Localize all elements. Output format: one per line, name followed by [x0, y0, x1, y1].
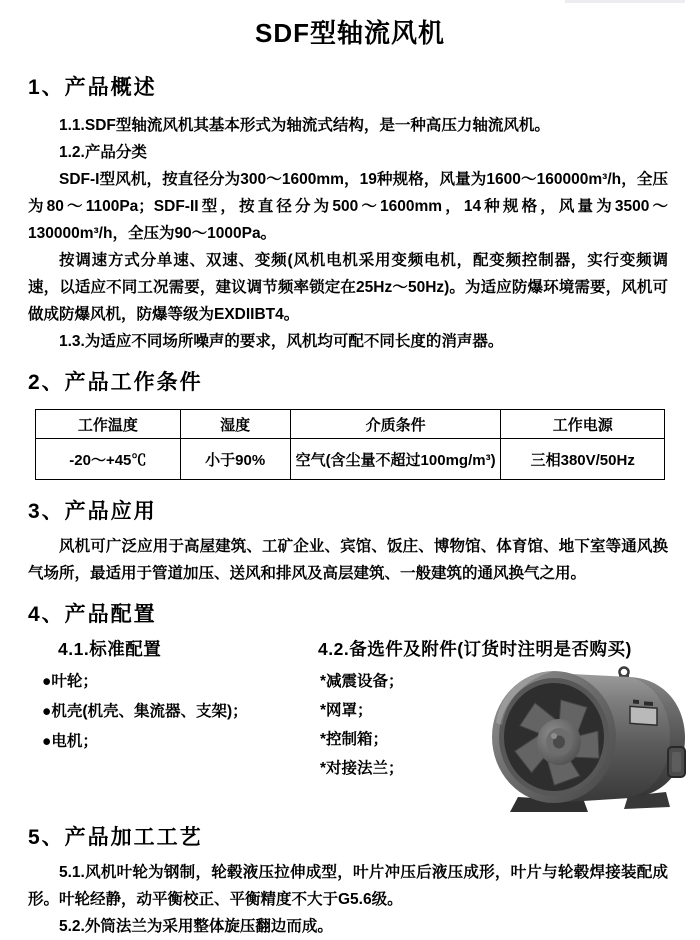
standard-config-heading: 4.1.标准配置 [58, 639, 162, 659]
fan-product-image [482, 663, 692, 815]
para-application: 风机可广泛应用于高屋建筑、工矿企业、宾馆、饭庄、博物馆、体育馆、地下室等通风换气场所，最适用于管道加压、送风和排风及高层建筑、一般建筑的通风换气之用。 [28, 538, 668, 582]
table-header-power: 工作电源 [501, 410, 665, 439]
standard-config-list [42, 667, 318, 757]
section-2-heading: 2、产品工作条件 [28, 371, 203, 394]
list-item: *控制箱； [320, 731, 389, 748]
optional-config-heading: 4.2.备选件及附件(订货时注明是否购买) [318, 639, 632, 659]
section-configuration [28, 602, 668, 777]
list-item: ●电机； [42, 733, 98, 750]
para-5-1: 5.1.风机叶轮为钢制，轮毂液压拉伸成型，叶片冲压后液压成形，叶片与轮毂焊接装配成形。叶轮经静，动平衡校正、平衡精度不大于G5.6级。 [28, 864, 668, 908]
standard-config-column [28, 637, 318, 757]
para-5-2: 5.2.外筒法兰为采用整体旋压翻边而成。 [59, 918, 333, 935]
table-header-medium: 介质条件 [290, 410, 501, 439]
section-3-heading: 3、产品应用 [28, 500, 157, 523]
document-body [0, 75, 700, 940]
page-edge-artifact [565, 0, 685, 3]
section-5-heading: 5、产品加工工艺 [28, 826, 203, 849]
para-classification: SDF-I型风机，按直径分为300～1600mm，19种规格，风量为1600～160000m³/h，全压为80～1100Pa；SDF-II型，按直径分为500～1600mm，14种规格，风量为3500～130000m³/h，全压为90～1000Pa。 [28, 171, 668, 242]
section-1-heading: 1、产品概述 [28, 76, 157, 99]
para-1-1: 1.1.SDF型轴流风机其基本形式为轴流式结构，是一种高压力轴流风机。 [59, 117, 550, 134]
table-cell-medium: 空气(含尘量不超过100mg/m³) [290, 439, 501, 480]
configuration-columns [28, 637, 668, 777]
para-speed-control: 按调速方式分单速、双速、变频(风机电机采用变频电机，配变频控制器，实行变频调速，以适应不同工况需要，建议调节频率锁定在25Hz～50Hz)。为适应防爆环境需要，风机可做成防爆风机，防爆等级为EXDIIBT4。 [28, 252, 668, 323]
working-conditions-table [35, 409, 665, 480]
list-item: *对接法兰； [320, 760, 404, 777]
table-cell-humidity: 小于90% [180, 439, 290, 480]
list-item: ●机壳(机壳、集流器、支架)； [42, 703, 248, 720]
section-product-overview [28, 75, 668, 355]
table-cell-temperature: -20～+45℃ [36, 439, 181, 480]
document-title: SDF型轴流风机 [254, 18, 445, 48]
section-process [28, 825, 668, 940]
section-4-heading: 4、产品配置 [28, 603, 157, 626]
list-item: *网罩； [320, 702, 373, 719]
para-1-2-subheading: 1.2.产品分类 [59, 144, 147, 161]
section-working-conditions [28, 370, 668, 480]
section-application [28, 499, 668, 587]
list-item: *减震设备； [320, 673, 404, 690]
list-item: ●叶轮； [42, 673, 98, 690]
table-header-temperature: 工作温度 [36, 410, 181, 439]
table-header-row [36, 410, 665, 439]
para-1-3: 1.3.为适应不同场所噪声的要求，风机均可配不同长度的消声器。 [59, 333, 504, 350]
table-row [36, 439, 665, 480]
table-cell-power: 三相380V/50Hz [501, 439, 665, 480]
table-header-humidity: 湿度 [180, 410, 290, 439]
